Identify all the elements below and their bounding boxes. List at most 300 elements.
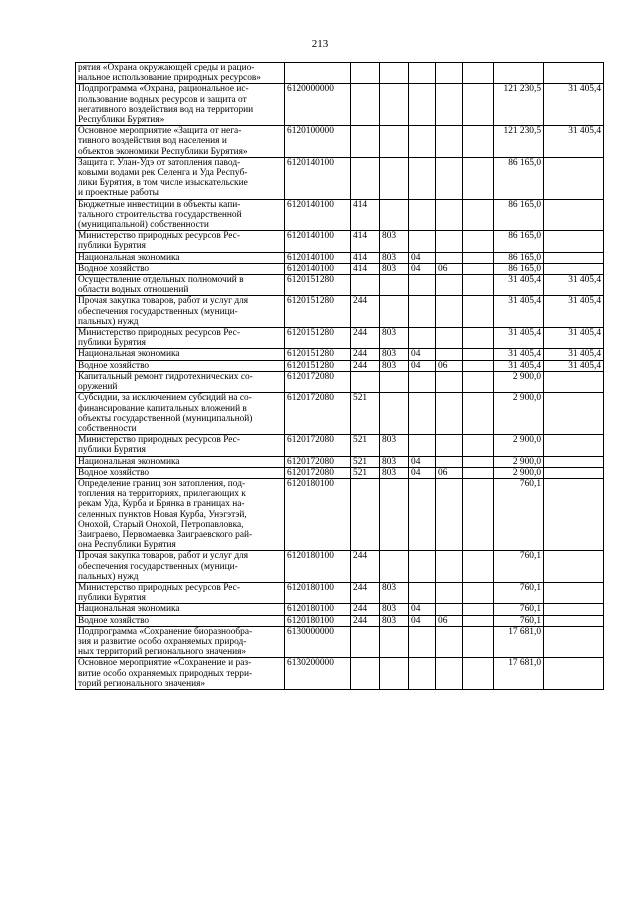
cell-code: 6130000000 [285,626,351,658]
cell-c6 [436,328,463,349]
cell-c4 [380,478,409,550]
cell-c7 [463,582,494,603]
row-name-line: Подпрограмма «Охрана, рациональное ис- [78,84,249,95]
cell-c5 [409,582,436,603]
cell-c5: 04 [409,252,436,263]
cell-c4: 803 [380,467,409,478]
cell-c9: 31 405,4 [544,275,604,296]
cell-c8: 31 405,4 [494,360,544,371]
cell-c3 [351,658,380,690]
cell-c9 [544,393,604,435]
row-name-line: зия и развитие особо охраняемых природ- [78,636,247,647]
row-name-line: она Республики Бурятия [78,540,176,551]
row-name-line: Основное мероприятие «Защита от нега- [78,126,242,137]
cell-c6 [436,604,463,615]
cell-c3 [351,275,380,296]
cell-c8: 121 230,5 [494,126,544,158]
cell-c5: 04 [409,615,436,626]
row-name-line: Водное хозяйство [78,467,150,478]
row-name-cell [76,349,285,360]
cell-code: 6120140100 [285,231,351,252]
row-name-line: Министерство природных ресурсов Рес- [78,231,240,242]
cell-c7 [463,371,494,392]
cell-code [285,63,351,84]
row-name-cell [76,263,285,274]
cell-c8: 86 165,0 [494,231,544,252]
row-name-line: Национальная экономика [78,252,180,263]
row-name-line: Водное хозяйство [78,615,150,626]
cell-c9 [544,231,604,252]
cell-c4 [380,84,409,126]
cell-code: 6120151280 [285,349,351,360]
cell-code: 6120000000 [285,84,351,126]
row-name-cell [76,456,285,467]
row-name-line: и проектные работы [78,188,159,199]
cell-c5 [409,231,436,252]
cell-c5: 04 [409,349,436,360]
row-name-cell [76,435,285,456]
cell-c7 [463,615,494,626]
cell-c9 [544,478,604,550]
cell-c3: 244 [351,360,380,371]
cell-c4 [380,126,409,158]
cell-c6 [436,658,463,690]
cell-c4: 803 [380,349,409,360]
cell-code: 6120180100 [285,478,351,550]
cell-c7 [463,604,494,615]
cell-c5 [409,63,436,84]
cell-c3: 414 [351,199,380,231]
row-name-cell [76,626,285,658]
row-name-line: публики Бурятия [78,445,146,456]
cell-code: 6120172080 [285,435,351,456]
row-name-line: Министерство природных ресурсов Рес- [78,582,240,593]
cell-c3: 521 [351,393,380,435]
cell-c8: 2 900,0 [494,456,544,467]
row-name-line: топления на территориях, прилегающих к [78,489,246,500]
cell-c6: 06 [436,263,463,274]
row-name-line: Заиграево, Первомаевка Заиграевского рай- [78,529,253,540]
row-name-line: оружений [78,382,118,393]
row-name-line: нальное использование природных ресурсов» [78,73,261,84]
row-name-line: пальных) нужд [78,571,139,582]
cell-c7 [463,626,494,658]
row-name-line: витие особо охраняемых природных терри- [78,668,253,679]
row-name-cell [76,604,285,615]
row-name-line: Республики Бурятия» [78,115,165,126]
cell-c4 [380,63,409,84]
cell-c3: 244 [351,551,380,583]
cell-code: 6120151280 [285,328,351,349]
row-name-cell [76,126,285,158]
table-row [76,393,604,435]
row-name-cell [76,615,285,626]
cell-c8: 760,1 [494,604,544,615]
cell-c8: 86 165,0 [494,199,544,231]
cell-c8: 17 681,0 [494,658,544,690]
row-name-cell [76,478,285,550]
row-name-line: тивного воздействия вод населения и [78,136,227,147]
cell-c8: 86 165,0 [494,263,544,274]
cell-c3: 244 [351,604,380,615]
row-name-line: Определение границ зон затопления, под- [78,478,246,489]
row-name-cell [76,360,285,371]
cell-c6: 06 [436,360,463,371]
cell-c9: 31 405,4 [544,126,604,158]
row-name-line: Водное хозяйство [78,263,150,274]
cell-code: 6120140100 [285,199,351,231]
cell-c4 [380,551,409,583]
cell-c5 [409,199,436,231]
cell-code: 6120151280 [285,275,351,296]
cell-c9 [544,615,604,626]
cell-c6 [436,582,463,603]
row-name-line: Министерство природных ресурсов Рес- [78,328,240,339]
row-name-line: Осуществление отдельных полномочий в [78,275,244,286]
cell-c7 [463,551,494,583]
cell-code: 6120151280 [285,296,351,328]
cell-code: 6120172080 [285,467,351,478]
cell-c5: 04 [409,467,436,478]
cell-c3 [351,478,380,550]
cell-c8: 2 900,0 [494,371,544,392]
cell-c6 [436,84,463,126]
cell-c6 [436,252,463,263]
cell-c4 [380,393,409,435]
table-row [76,478,604,550]
cell-c3: 521 [351,435,380,456]
cell-c7 [463,467,494,478]
cell-c4: 803 [380,604,409,615]
row-name-cell [76,275,285,296]
cell-c3 [351,157,380,199]
table-row [76,435,604,456]
cell-code: 6120180100 [285,615,351,626]
cell-c7 [463,456,494,467]
cell-code: 6120180100 [285,582,351,603]
table-row [76,84,604,126]
cell-c6 [436,296,463,328]
table-row [76,615,604,626]
cell-c6 [436,349,463,360]
cell-c9: 31 405,4 [544,349,604,360]
cell-code: 6130200000 [285,658,351,690]
cell-c9: 31 405,4 [544,84,604,126]
cell-c9 [544,157,604,199]
table-row [76,582,604,603]
cell-c6 [436,275,463,296]
cell-c3: 414 [351,263,380,274]
cell-code: 6120180100 [285,604,351,615]
cell-c8: 86 165,0 [494,252,544,263]
cell-c7 [463,658,494,690]
row-name-line: Национальная экономика [78,456,180,467]
cell-c3 [351,626,380,658]
cell-c6 [436,626,463,658]
cell-c9 [544,604,604,615]
cell-code: 6120172080 [285,371,351,392]
cell-c7 [463,393,494,435]
row-name-line: пальных) нужд [78,316,139,327]
cell-c3: 521 [351,456,380,467]
cell-c7 [463,157,494,199]
table-row [76,263,604,274]
cell-c8 [494,63,544,84]
table-row [76,604,604,615]
cell-c4: 803 [380,582,409,603]
cell-c8: 31 405,4 [494,328,544,349]
cell-c5: 04 [409,456,436,467]
cell-c6 [436,199,463,231]
cell-code: 6120180100 [285,551,351,583]
cell-c3: 244 [351,582,380,603]
cell-c9: 31 405,4 [544,328,604,349]
cell-c9: 31 405,4 [544,360,604,371]
cell-c5 [409,126,436,158]
row-name-line: публики Бурятия [78,593,146,604]
row-name-line: Бюджетные инвестиции в объекты капи- [78,199,241,210]
cell-code: 6120100000 [285,126,351,158]
row-name-line: торий регионального значения» [78,678,206,689]
cell-c5 [409,296,436,328]
cell-c7 [463,296,494,328]
row-name-line: области водных отношений [78,285,189,296]
cell-c3 [351,84,380,126]
cell-code: 6120172080 [285,456,351,467]
cell-c5 [409,551,436,583]
cell-c8: 760,1 [494,551,544,583]
row-name-cell [76,63,285,84]
row-name-line: Министерство природных ресурсов Рес- [78,435,240,446]
cell-c3: 244 [351,328,380,349]
cell-c7 [463,63,494,84]
table-row [76,231,604,252]
cell-c6: 06 [436,467,463,478]
row-name-line: объекты государственной (муниципальной) [78,413,253,424]
cell-c9: 31 405,4 [544,296,604,328]
cell-c4: 803 [380,456,409,467]
table-row [76,360,604,371]
row-name-cell [76,371,285,392]
cell-c7 [463,328,494,349]
row-name-line: финансирование капитальных вложений в [78,403,247,414]
cell-c8: 86 165,0 [494,157,544,199]
cell-c4: 803 [380,615,409,626]
table-row [76,551,604,583]
row-name-line: ковыми водами рек Селенга и Уда Респуб- [78,168,248,179]
cell-c4 [380,199,409,231]
cell-c6 [436,551,463,583]
row-name-line: Водное хозяйство [78,360,150,371]
cell-c3: 244 [351,615,380,626]
row-name-line: обеспечения государственных (муници- [78,306,238,317]
cell-code: 6120140100 [285,157,351,199]
cell-c5 [409,84,436,126]
cell-c4: 803 [380,360,409,371]
cell-c4 [380,157,409,199]
cell-c7 [463,84,494,126]
row-name-line: публики Бурятия [78,338,146,349]
cell-c4: 803 [380,263,409,274]
cell-c9 [544,435,604,456]
cell-c8: 2 900,0 [494,393,544,435]
row-name-line: Основное мероприятие «Сохранение и раз- [78,658,252,669]
cell-c7 [463,231,494,252]
row-name-cell [76,393,285,435]
cell-c3: 244 [351,349,380,360]
cell-code: 6120172080 [285,393,351,435]
row-name-line: объектов экономики Республики Бурятия» [78,146,248,157]
cell-c6 [436,63,463,84]
cell-c9 [544,252,604,263]
cell-c3 [351,371,380,392]
cell-c9 [544,456,604,467]
row-name-line: ных территорий регионального значения» [78,647,247,658]
cell-c8: 121 230,5 [494,84,544,126]
row-name-line: тального строительства государственной [78,209,242,220]
cell-c8: 31 405,4 [494,349,544,360]
cell-c4 [380,658,409,690]
row-name-cell [76,582,285,603]
cell-c5 [409,478,436,550]
cell-code: 6120140100 [285,252,351,263]
cell-c9 [544,199,604,231]
row-name-cell [76,252,285,263]
row-name-line: негативного воздействия вод на территории [78,104,254,115]
row-name-line: (муниципальной) собственности [78,220,209,231]
cell-c6 [436,231,463,252]
row-name-line: Капитальный ремонт гидротехнических со- [78,371,253,382]
table-row [76,328,604,349]
row-name-cell [76,296,285,328]
row-name-line: Национальная экономика [78,349,180,360]
cell-c4: 803 [380,328,409,349]
cell-c6 [436,456,463,467]
cell-c5 [409,393,436,435]
cell-c9 [544,658,604,690]
row-name-line: селенных пунктов Новая Курба, Унэгэтэй, [78,509,247,520]
row-name-cell [76,199,285,231]
row-name-line: рекам Уда, Курба и Брянка в границах на- [78,499,245,510]
row-name-line: Прочая закупка товаров, работ и услуг для [78,296,249,307]
row-name-line: Прочая закупка товаров, работ и услуг для [78,551,249,562]
cell-c5 [409,275,436,296]
row-name-cell [76,231,285,252]
cell-c5: 04 [409,604,436,615]
cell-c3: 244 [351,296,380,328]
cell-c4 [380,371,409,392]
table-row [76,275,604,296]
cell-c4 [380,296,409,328]
cell-c8: 31 405,4 [494,275,544,296]
cell-c6: 06 [436,615,463,626]
table-row [76,126,604,158]
cell-c9 [544,263,604,274]
cell-code: 6120151280 [285,360,351,371]
row-name-line: Субсидии, за исключением субсидий на со- [78,393,252,404]
row-name-line: Национальная экономика [78,604,180,615]
cell-c6 [436,157,463,199]
cell-c7 [463,275,494,296]
cell-c5 [409,371,436,392]
row-name-line: Защита г. Улан-Удэ от затопления павод- [78,157,241,168]
cell-c5 [409,626,436,658]
cell-c5 [409,435,436,456]
cell-c7 [463,478,494,550]
cell-c6 [436,126,463,158]
cell-c8: 760,1 [494,582,544,603]
cell-c4 [380,626,409,658]
cell-c3 [351,126,380,158]
cell-c4: 803 [380,435,409,456]
cell-c9 [544,371,604,392]
cell-c8: 2 900,0 [494,467,544,478]
cell-c7 [463,435,494,456]
budget-table [75,62,604,690]
cell-c5 [409,157,436,199]
cell-c9 [544,63,604,84]
row-name-cell [76,551,285,583]
table-row [76,296,604,328]
cell-c7 [463,360,494,371]
cell-c7 [463,263,494,274]
cell-c9 [544,626,604,658]
cell-c6 [436,435,463,456]
row-name-line: рятия «Охрана окружающей среды и рацио- [78,63,255,73]
cell-c8: 760,1 [494,478,544,550]
row-name-cell [76,658,285,690]
table-row [76,456,604,467]
table-row [76,199,604,231]
cell-c6 [436,371,463,392]
cell-c3 [351,63,380,84]
table-row [76,371,604,392]
cell-c7 [463,349,494,360]
cell-c8: 2 900,0 [494,435,544,456]
row-name-line: собственности [78,423,137,434]
table-row [76,349,604,360]
table-row [76,157,604,199]
cell-c5 [409,658,436,690]
cell-c3: 414 [351,252,380,263]
cell-c9 [544,551,604,583]
table-row [76,467,604,478]
cell-c9 [544,467,604,478]
table-row [76,658,604,690]
table-row [76,626,604,658]
cell-c4: 803 [380,252,409,263]
cell-c4: 803 [380,231,409,252]
row-name-cell [76,467,285,478]
row-name-line: Подпрограмма «Сохранение биоразнообра- [78,626,253,637]
row-name-line: обеспечения государственных (муници- [78,561,238,572]
cell-c5: 04 [409,263,436,274]
cell-c6 [436,478,463,550]
row-name-cell [76,84,285,126]
table-row [76,252,604,263]
cell-c7 [463,199,494,231]
cell-c8: 17 681,0 [494,626,544,658]
table-row [76,63,604,84]
row-name-cell [76,328,285,349]
cell-c5 [409,328,436,349]
cell-c8: 31 405,4 [494,296,544,328]
row-name-line: лики Бурятия, в том числе изыскательские [78,178,248,189]
cell-c8: 760,1 [494,615,544,626]
cell-c3: 414 [351,231,380,252]
cell-c5: 04 [409,360,436,371]
row-name-line: Онохой, Старый Онохой, Петропавловка, [78,519,244,530]
